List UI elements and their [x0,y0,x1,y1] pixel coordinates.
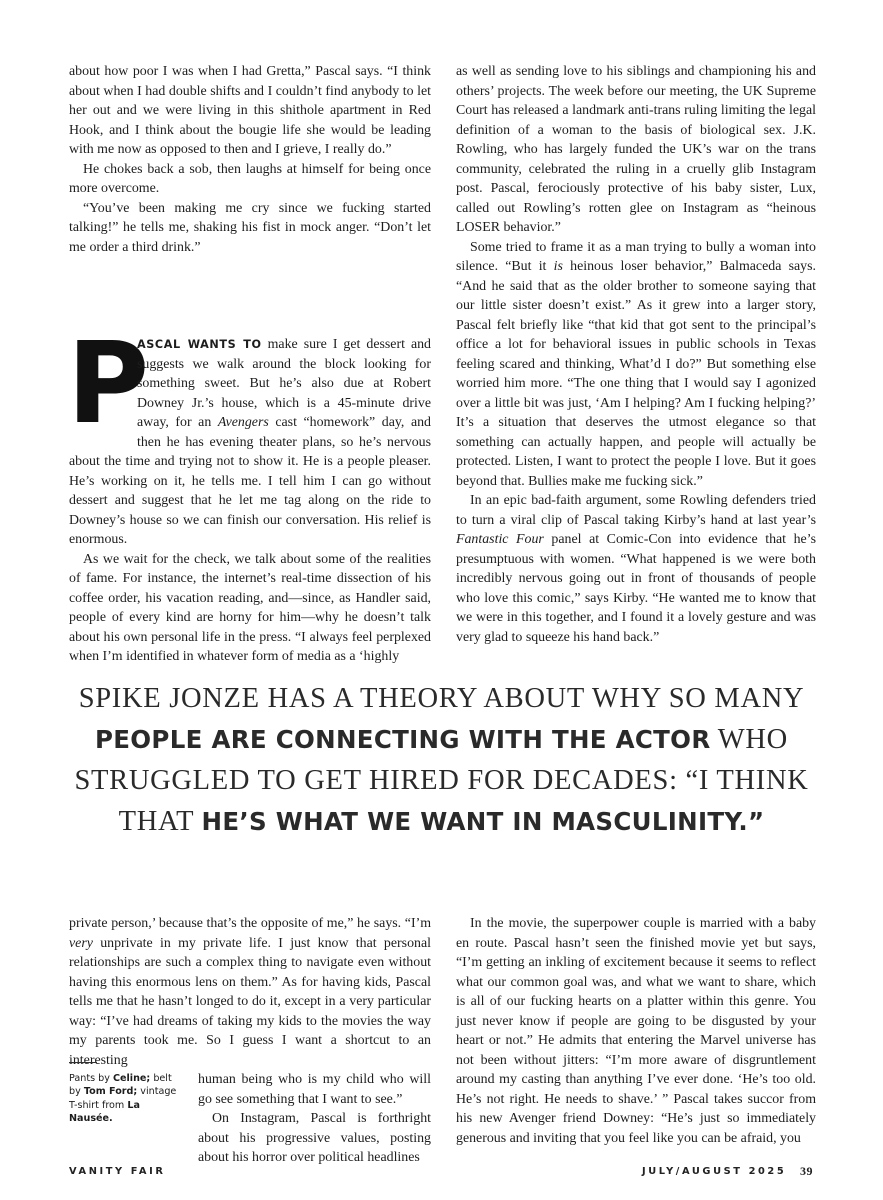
credit-text: belt by [69,1073,172,1098]
text-run: unprivate in my private life. I just know that personal relationships are such a complex thing to navigate even without having this enormous lens on them.” As for having kids, Pascal tells me that he hasn’t longed to do it, except in a very particular way: “I’ve had dreams of taking my kids to the movies the way my parents took me. So I guess I want a shortcut to an interesting [69,935,431,1068]
pull-quote-text: THAT [118,806,202,837]
section-lead-paragraph [67,319,432,550]
photo-credit [69,1072,181,1125]
lead-in: ASCAL WANTS TO [137,338,262,351]
text-run: panel at Comic-Con into evidence that he’s presumptuous with women. “What happened is we were both incredibly nervous going out in front of thousands of people who love this comic,” says Kirby. “He wanted me to know that we were in this together, and I found it a lovely gesture and was very glad to squeeze his hand back.” [456,532,816,645]
pull-quote-line: STRUGGLED TO GET HIRED FOR DECADES: “I THINK [74,765,809,796]
column-right-bottom [456,914,816,1148]
text-run: cast “homework” day, and then he has evening theater plans, so he’s nervous about the time and trying not to show it. He is a people pleaser. He’s working on it, he tells me. I tell him I can go without dessert and suggest that he let me tag along on the ride to Downey’s house so we can finish our conversation. His relief is enormous. [69,415,432,547]
credit-text: Pants by [69,1073,113,1084]
italic-run: Avengers [217,415,269,430]
italic-run: very [69,935,93,951]
credit-rule [69,1062,97,1063]
paragraph [456,491,816,647]
italic-run: Fantastic Four [456,532,544,547]
pull-quote [60,678,823,842]
pull-quote-line [60,719,823,760]
paragraph: as well as sending love to his siblings and championing his and others’ projects. The week before our meeting, the UK Supreme Court has released a landmark anti-trans ruling limiting the legal definition of a woman to the basis of biological sex. J.K. Rowling, who has largely funded the UK’s war on the trans community, celebrated the ruling in a cruelly glib Instagram post. Pascal, ferociously protective of his baby sister, Lux, called out Rowling’s rotten glee on Instagram as “heinous LOSER behavior.” [456,64,816,235]
footer-issue-date: JULY/AUGUST 2025 [642,1166,787,1177]
pull-quote-bold: PEOPLE ARE CONNECTING WITH THE ACTOR [95,725,711,754]
text-run: Some tried to frame it as a man trying to bully a woman into silence. “But it [456,239,816,274]
paragraph [456,238,816,492]
paragraph: He chokes back a sob, then laughs at himself for being once more overcome. [69,161,431,196]
page-number: 39 [800,1164,813,1178]
column-left-bottom [69,914,431,1168]
italic-run: is [553,259,563,274]
credit-brand: Tom Ford; [83,1086,138,1098]
pull-quote-line [60,801,823,842]
text-run: make sure I get dessert and suggests we walk around the block looking for something sweet. But he’s also due at Robert Downey Jr.’s house, which is a 45-minute drive away, for an [137,337,432,430]
pull-quote-bold: HE’S WHAT WE WANT IN MASCULINITY.” [201,807,765,836]
credit-brand: Celine; [112,1073,151,1084]
text-run: In an epic bad-faith argument, some Rowling defenders tried to turn a viral clip of Pascal taking Kirby’s hand at last year’s [456,493,816,528]
paragraph: “You’ve been making me cry since we fucking started talking!” he tells me, shaking his fist in mock anger. “Don’t let me order a third drink.” [69,200,431,255]
paragraph: On Instagram, Pascal is forthright about his progressive values, posting about his horror over political headlines [198,1111,431,1165]
pull-quote-line: SPIKE JONZE HAS A THEORY ABOUT WHY SO MANY [78,683,805,714]
paragraph: human being who is my child who will go see something that I want to see.” [198,1072,431,1107]
credit-brand: La Nausée. [69,1099,140,1124]
pull-quote-text: WHO [710,724,788,755]
text-run: heinous loser behavior,” Balmaceda says. “And he said that as the older brother to someone saying that our little sister doesn’t exist.” As it grew into a larger story, Pascal felt briefly like “that kid that got sent to the principal’s office a lot for behavioral issues in public schools in Texas feeling scared and thinking, What’d I do?” But something else worried him more. “The one thing that I would say I agonized over a little bit was just, ‘Am I helping? Am I fucking helping?’ It’s a situation that deserves the utmost elegance so that something can actually happen, and people will actually be protected. Listen, I want to protect the people I love. But it goes beyond that. Bullies make me fucking sick.” [456,259,816,489]
column-right-top [456,62,816,647]
footer-magazine-name: VANITY FAIR [69,1166,166,1177]
indented-block [198,1070,431,1168]
drop-cap: P [67,319,150,449]
paragraph: As we wait for the check, we talk about some of the realities of fame. For instance, the internet’s real-time dissection of his coffee order, his vacation reading, and—since, as Handler said, people of every kind are horny for him—why he doesn’t talk about his own personal life in the press. “I always feel perplexed when I’m identified in whatever form of media as a ‘highly [69,551,431,664]
credit-text: vintage T-shirt from [69,1086,177,1111]
paragraph: about how poor I was when I had Gretta,” Pascal says. “I think about when I had double shifts and I couldn’t find anybody to let her out and we were living in this shithole apartment in Red Hook, and I think about the bougie life she would be leading with me now as opposed to then and I grieve, I really do.” [69,64,431,157]
paragraph [69,914,431,1070]
paragraph: In the movie, the superpower couple is married with a baby en route. Pascal hasn’t seen the finished movie yet but says, “I’m getting an inkling of excitement because it seems to reflect what our common goal was, and what we want to share, which is all of our fucking hearts on a platter within this genre. You just never know if people are going to be disgusted by your heart or not.” He admits that entering the Marvel universe has not been without jitters: “I’m more aware of disgruntlement around my casting than anything I’ve ever done. ‘He’s too old. He’s not right. He needs to shave.’ ” Pascal takes succor from his new Avenger friend Downey: “He’s just so immediately generous and inviting that you feel like you can be afraid, you [456,916,816,1146]
text-run: private person,’ because that’s the opposite of me,” he says. “I’m [69,916,431,931]
column-left-top [69,62,431,667]
